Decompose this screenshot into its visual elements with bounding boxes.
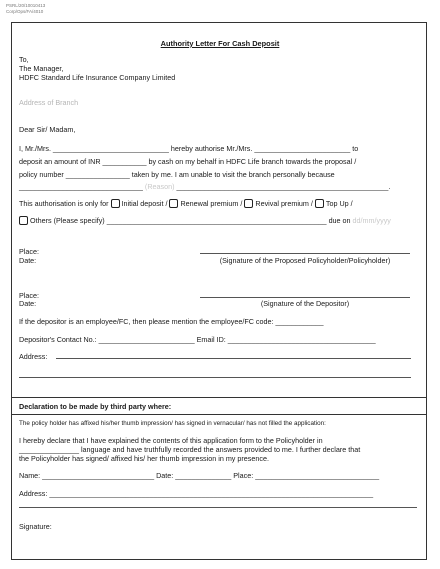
- declaration-note: The policy holder has affixed his/her thumb impression/ has signed in vernacular/ has not filled the application:: [19, 420, 326, 427]
- document-code-line-1: PSRL/20/10010413: [6, 3, 46, 8]
- company-name: HDFC Standard Life Insurance Company Limited: [19, 73, 176, 82]
- policyholder-signature-caption: (Signature of the Proposed Policyholder/Policyholder): [219, 256, 391, 265]
- date-label: Date:: [19, 256, 37, 265]
- revival-premium-checkbox[interactable]: [244, 199, 253, 208]
- declaration-row-3: the Policyholder has signed/ affixed his/ her thumb impression in my presence.: [19, 454, 269, 463]
- manager-label: The Manager,: [19, 64, 64, 73]
- declarant-address-line-2[interactable]: [19, 507, 417, 508]
- revival-premium-label: Revival premium /: [255, 199, 313, 208]
- place-label: Place:: [19, 291, 39, 300]
- policy-row: policy number ________________ taken by me. I am unable to visit the branch personally because: [19, 170, 335, 179]
- declaration-row-2[interactable]: _______________ language and have truthfully recorded the answers provided to me. I further declare that: [19, 445, 361, 454]
- initial-deposit-checkbox[interactable]: [111, 199, 120, 208]
- amount-row: deposit an amount of INR ___________ by cash on my behalf in HDFC Life branch towards the proposal /: [19, 157, 357, 166]
- form-title: Authority Letter For Cash Deposit: [160, 39, 280, 48]
- date-label: Date:: [19, 299, 37, 308]
- salutation: Dear Sir/ Madam,: [19, 125, 76, 134]
- authorisation-options-row: [19, 199, 353, 208]
- contact-row[interactable]: Depositor's Contact No.: ________________________ Email ID: _____________________________________: [19, 335, 376, 344]
- declarant-address-row[interactable]: Address: _________________________________________________________________________________: [19, 489, 374, 498]
- others-label: Others (Please specify): [30, 216, 105, 225]
- reason-label: (Reason): [144, 182, 175, 191]
- declaration-heading: Declaration to be made by third party where:: [19, 402, 172, 411]
- depositor-signature-line[interactable]: [200, 297, 410, 298]
- to-label: To,: [19, 55, 29, 64]
- section-divider: [11, 414, 427, 415]
- others-specify-field[interactable]: _______________________________________________________: [106, 216, 327, 225]
- section-divider: [11, 397, 427, 398]
- reason-fill-right: _____________________________________________________.: [176, 182, 391, 191]
- declarant-signature-label: Signature:: [19, 522, 52, 531]
- renewal-premium-label: Renewal premium /: [180, 199, 243, 208]
- authorise-row: I, Mr./Mrs. _____________________________ hereby authorise Mr./Mrs. ________________________ to: [19, 144, 359, 153]
- renewal-premium-checkbox[interactable]: [169, 199, 178, 208]
- others-row: [19, 216, 391, 225]
- place-label: Place:: [19, 247, 39, 256]
- document-code-line-2: Corp/Ops/FA/4010: [6, 9, 44, 14]
- address-line-2[interactable]: [19, 377, 411, 378]
- due-date-field[interactable]: dd/mm/yyyy: [352, 216, 391, 225]
- declaration-row-1: I hereby declare that I have explained the contents of this application form to the Policyholder in: [19, 436, 323, 445]
- reason-fill-left: _______________________________: [19, 182, 143, 191]
- authorisation-lead: This authorisation is only for: [19, 199, 109, 208]
- reason-row[interactable]: [19, 182, 390, 191]
- top-up-label: Top Up /: [325, 199, 353, 208]
- policyholder-signature-line[interactable]: [200, 253, 410, 254]
- employee-code-row[interactable]: If the depositor is an employee/FC, then please mention the employee/FC code: ____________: [19, 317, 324, 326]
- address-label: Address:: [19, 352, 48, 361]
- declarant-name-row[interactable]: Name: ____________________________ Date: ______________ Place: _______________________________: [19, 471, 380, 480]
- depositor-signature-caption: (Signature of the Depositor): [260, 299, 350, 308]
- top-up-checkbox[interactable]: [315, 199, 324, 208]
- due-on-label: due on: [328, 216, 351, 225]
- initial-deposit-label: Initial deposit /: [121, 199, 168, 208]
- branch-address-field[interactable]: Address of Branch: [19, 98, 79, 107]
- others-checkbox[interactable]: [19, 216, 28, 225]
- address-line[interactable]: [56, 358, 411, 359]
